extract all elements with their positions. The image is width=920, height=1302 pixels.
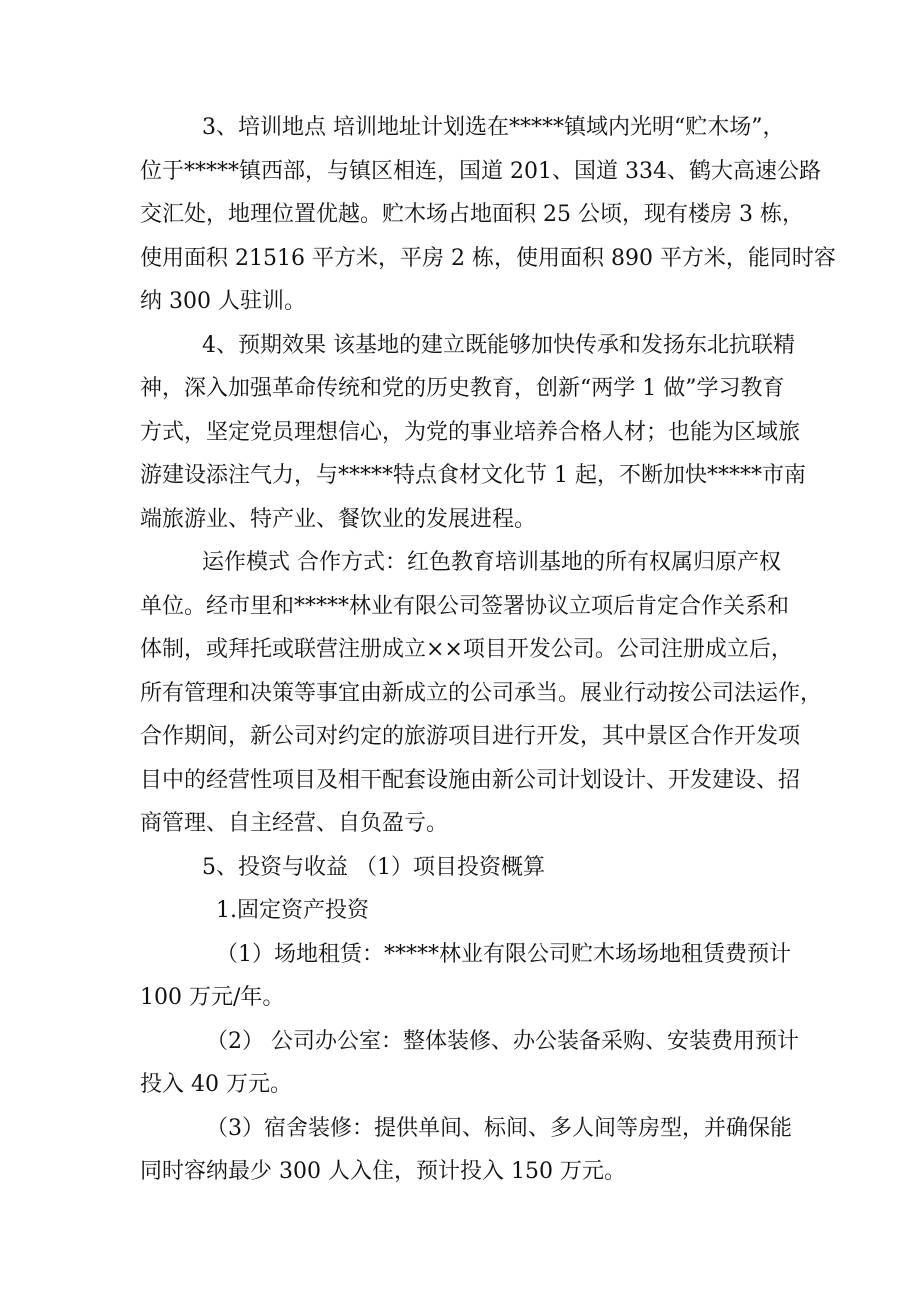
paragraph-training-location-line-3: 交汇处，地理位置优越。贮木场占地面积 25 公顷，现有楼房 3 栋， xyxy=(140,202,804,227)
paragraph-operation-mode-line-3: 体制，或拜托或联营注册成立××项目开发公司。公司注册成立后， xyxy=(140,637,793,662)
paragraph-training-location-line-2: 位于*****镇西部，与镇区相连，国道 201、国道 334、鹤大高速公路 xyxy=(140,158,821,184)
item-site-lease-line-1: （1）场地租赁：*****林业有限公司贮木场场地租赁费预计 xyxy=(216,941,791,967)
paragraph-expected-effect-line-5: 端旅游业、特产业、餐饮业的发展进程。 xyxy=(140,506,537,532)
paragraph-operation-mode-line-7: 商管理、自主经营、自负盈亏。 xyxy=(140,811,449,836)
heading-fixed-asset-investment: 1.固定资产投资 xyxy=(216,898,369,923)
paragraph-expected-effect-line-2: 神，深入加强革命传统和党的历史教育，创新“两学 1 做”学习教育 xyxy=(140,376,785,401)
paragraph-expected-effect-line-3: 方式，坚定党员理想信心，为党的事业培养合格人材；也能为区域旅 xyxy=(140,419,801,445)
paragraph-operation-mode-line-5: 合作期间，新公司对约定的旅游项目进行开发，其中景区合作开发项 xyxy=(140,724,801,749)
paragraph-operation-mode-line-4: 所有管理和决策等事宜由新成立的公司承当。展业行动按公司法运作， xyxy=(140,680,823,706)
paragraph-training-location-line-5: 纳 300 人驻训。 xyxy=(140,289,306,314)
heading-investment-and-return: 5、投资与收益 （1）项目投资概算 xyxy=(202,854,545,880)
paragraph-operation-mode-line-1: 运作模式 合作方式：红色教育培训基地的所有权属归原产权 xyxy=(202,550,781,575)
item-office-line-1: （2） 公司办公室：整体装修、办公装备采购、安装费用预计 xyxy=(206,1028,799,1054)
item-site-lease-line-2: 100 万元/年。 xyxy=(140,985,285,1010)
document-body xyxy=(140,106,836,1194)
paragraph-expected-effect-line-4: 游建设添注气力，与*****特点食材文化节 1 起，不断加快*****市南 xyxy=(140,463,806,488)
paragraph-operation-mode-line-6: 目中的经营性项目及相干配套设施由新公司计划设计、开发建设、招 xyxy=(140,767,801,793)
item-dormitory-line-2: 同时容纳最少 300 人入住，预计投入 150 万元。 xyxy=(140,1159,626,1184)
item-dormitory-line-1: （3）宿舍装修：提供单间、标间、多人间等房型，并确保能 xyxy=(206,1115,792,1141)
item-office-line-2: 投入 40 万元。 xyxy=(140,1072,292,1097)
paragraph-training-location-line-4: 使用面积 21516 平方米，平房 2 栋，使用面积 890 平方米，能同时容 xyxy=(140,245,836,271)
paragraph-operation-mode-line-2: 单位。经市里和*****林业有限公司签署协议立项后肯定合作关系和 xyxy=(140,593,790,619)
paragraph-training-location-line-1: 3、培训地点 培训地址计划选在*****镇域内光明“贮木场”， xyxy=(202,115,785,140)
paragraph-expected-effect-line-1: 4、预期效果 该基地的建立既能够加快传承和发扬东北抗联精 xyxy=(202,332,795,358)
